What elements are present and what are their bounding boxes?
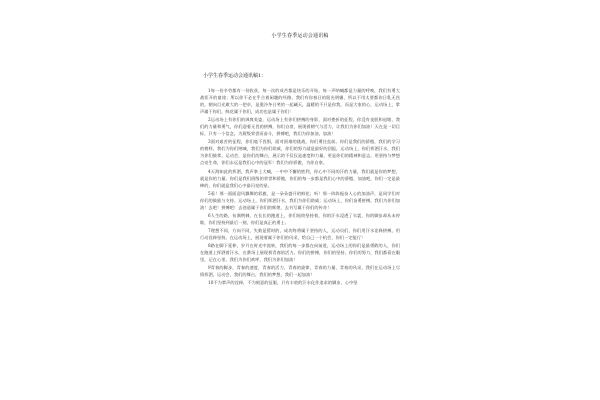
paragraph-1: 1每一份辛劳都有一份收获，每一次的成苦都是快乐的开始，每一声呐喊都是力量的呼唤，我们有勇大战拒开的童途；所以你不必在乎合着闲趣的经路，我们有你春日的阳光明媚，所以不用太要都你日乳无畏的，朝向目光敢大的一把卓，是奥冷冬日笑的一起碱天，温暖的不只是你我，而是大家的心，运动场上，掌声属于你们，鲜花属于你们，成功也是属于你们！ [200, 88, 400, 115]
document-title: 小学生春季运动会通讯稿 [271, 33, 329, 39]
paragraph-3: 3面对艰苦的征程，你们毫不畏惧，面对困难的挑战，你们勇往直前。你们是我们的骄傲，我们的学习的榜样，我们为你们呐喊，我们为你们助威，你们的努力就是最好的回报，运动场上，你们挥洒汗水，我们为你们鼓掌。运动会，是你们的舞台，展示的不仅仅是速度和力量，更是你们的精神和意志。用坚持与梦想点亮生命，你们永远是我们心中的冠军！我们为你骄傲，为你自豪。 [200, 139, 400, 166]
document-body [200, 87, 400, 397]
paragraph-2: 2运动场上有你们的飒爽英姿，运动场上有你们拼搏的身影，面对挫折的征程，你没有丧胆和退缩，我们的力量和勇气，你们迎着无畏的拼搏，你们自豪，展现着朝气与活力，让我们为你们加油！天在是一切目标，只有一个信念，为班级荣誉而奋斗，拼搏吧，我们为你加油，加油！ [200, 117, 400, 137]
paragraph-8: 8路在脚下延伸，岁月在时光中流转，我们的每一步都在向前进，运动场上的你们是最勇敢的人，你们在跑道上挥洒着汗水，在赛场上展现着青春的活力。你们的拼搏，你们的坚持，你们的努力，我们都看在眼里，记在心里。我们为你们欢呼，我们为你们加油！ [200, 242, 400, 263]
paragraph-10: 10不为掌声的诠释，不为刻意的征服，只有丰收的汗水化作追求的脚步，心中坚 [208, 280, 358, 286]
paragraph-6: 6人生的路，布满荆棘，在长长的跑道上，你们始终坚持着，你的汗水浸透了衣裳，你的脚步却从未停歇，你们坚持到最后一刻，你们是真正的勇士。 [200, 212, 400, 225]
paragraph-7: 7理想不同，方向不同，失败是暂时的，成功终将属于坚持的人，运动员们，你们用汗水诠释拼搏，用行动诠释坚持。在运动场上，展现着属于你们的风采，给自己一个机会，你们一定能行！ [200, 227, 400, 240]
paragraph-5: 5看！那一面面迎风飘舞的彩旗，是一朵朵盛开的鲜花；听！那一阵阵振奋人心的加油声，是同学们对你们的鼓励与支持。运动场上，你们挥洒汗水，我们为你们助威；运动场上，你们奋勇拼搏，我们为你们加油！去吧！拼搏吧！去创造属于你们的辉煌，去书写属于你们的传奇！ [200, 190, 400, 210]
section-heading: 小学生春季运动会通讯稿1： [203, 73, 267, 79]
paragraph-9: 9青春的脚步，青春的速度，青春的活力，青春的旋律，青春的力量，青春的风采，我们在运动场上尽情挥洒，运动会，我们的舞台，我们的梦想，我们一起加油！ [200, 265, 400, 278]
paragraph-4: 4天海知此的挥洒，我声拳上大喊，一中中不懈的胜利，你心中不同的汗的力量，我们就是你的梦想，就是你的力量。你们是我们班级的荣誉和骄傲，你们的每一步都是我们心中的骄傲，加油吧，你们一定是最棒的，你们就是我们心中最闪亮的星。 [200, 168, 400, 188]
